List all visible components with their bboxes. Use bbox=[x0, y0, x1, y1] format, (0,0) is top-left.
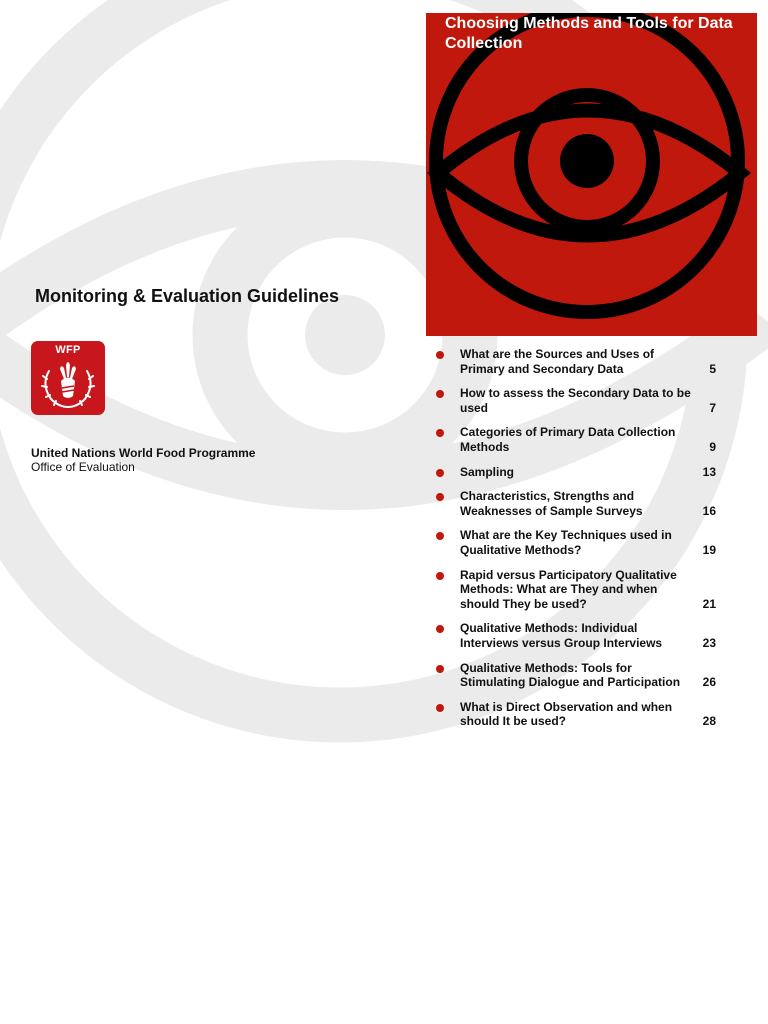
bullet-dot-icon bbox=[436, 572, 444, 580]
toc-item-page: 23 bbox=[702, 635, 716, 650]
toc-item[interactable] bbox=[436, 347, 722, 376]
toc-item-label: How to assess the Secondary Data to be used bbox=[460, 386, 691, 415]
bullet-dot-icon bbox=[436, 625, 444, 633]
toc-item-page: 13 bbox=[702, 464, 716, 479]
cover-heading: Choosing Methods and Tools for Data Collection bbox=[445, 15, 733, 52]
toc-item-label: Qualitative Methods: Tools for Stimulating Dialogue and Participation bbox=[460, 660, 681, 690]
toc-item[interactable] bbox=[436, 489, 722, 518]
toc-item[interactable] bbox=[436, 700, 722, 729]
wfp-emblem-icon bbox=[31, 341, 105, 415]
toc-item-page: 26 bbox=[702, 675, 716, 690]
toc-item[interactable] bbox=[436, 465, 722, 480]
organization-block bbox=[31, 446, 255, 474]
bullet-dot-icon bbox=[436, 351, 444, 359]
bullet-dot-icon bbox=[436, 390, 444, 398]
toc-item-label: What is Direct Observation and when should It be used? bbox=[460, 699, 673, 729]
toc-item-label: Categories of Primary Data Collection Methods bbox=[460, 425, 676, 454]
bullet-dot-icon bbox=[436, 493, 444, 501]
bullet-dot-icon bbox=[436, 469, 444, 477]
toc-item-page: 9 bbox=[709, 439, 716, 454]
toc-item-label: What are the Sources and Uses of Primary and Secondary Data bbox=[460, 347, 655, 376]
wfp-logo bbox=[31, 341, 105, 415]
toc-item[interactable] bbox=[436, 528, 722, 557]
cover-graphic bbox=[426, 13, 757, 336]
toc-item-page: 19 bbox=[702, 542, 716, 557]
organization-department: Office of Evaluation bbox=[31, 460, 135, 474]
toc-item-page: 28 bbox=[702, 714, 716, 729]
toc-item[interactable] bbox=[436, 621, 722, 650]
bullet-dot-icon bbox=[436, 532, 444, 540]
bullet-dot-icon bbox=[436, 704, 444, 712]
toc-item[interactable] bbox=[436, 661, 722, 690]
toc-item[interactable] bbox=[436, 568, 722, 612]
page-title: Monitoring & Evaluation Guidelines bbox=[35, 286, 340, 307]
table-of-contents bbox=[436, 347, 722, 739]
toc-item-label: Characteristics, Strengths and Weaknesses of Sample Surveys bbox=[460, 489, 643, 518]
toc-item-label: Qualitative Methods: Individual Interviews versus Group Interviews bbox=[460, 621, 663, 650]
toc-item[interactable] bbox=[436, 425, 722, 454]
eye-icon bbox=[426, 13, 757, 336]
toc-item-label: What are the Key Techniques used in Qualitative Methods? bbox=[460, 528, 672, 557]
organization-name: United Nations World Food Programme bbox=[31, 446, 256, 460]
toc-item-label: Sampling bbox=[460, 464, 515, 479]
toc-item[interactable] bbox=[436, 386, 722, 415]
toc-item-label: Rapid versus Participatory Qualitative Methods: What are They and when should They be used? bbox=[460, 567, 677, 611]
toc-item-page: 21 bbox=[702, 596, 716, 611]
bullet-dot-icon bbox=[436, 665, 444, 673]
logo-text: WFP bbox=[55, 344, 81, 356]
toc-item-page: 16 bbox=[702, 503, 716, 518]
bullet-dot-icon bbox=[436, 429, 444, 437]
toc-item-page: 5 bbox=[709, 361, 716, 376]
toc-item-page: 7 bbox=[709, 400, 716, 415]
